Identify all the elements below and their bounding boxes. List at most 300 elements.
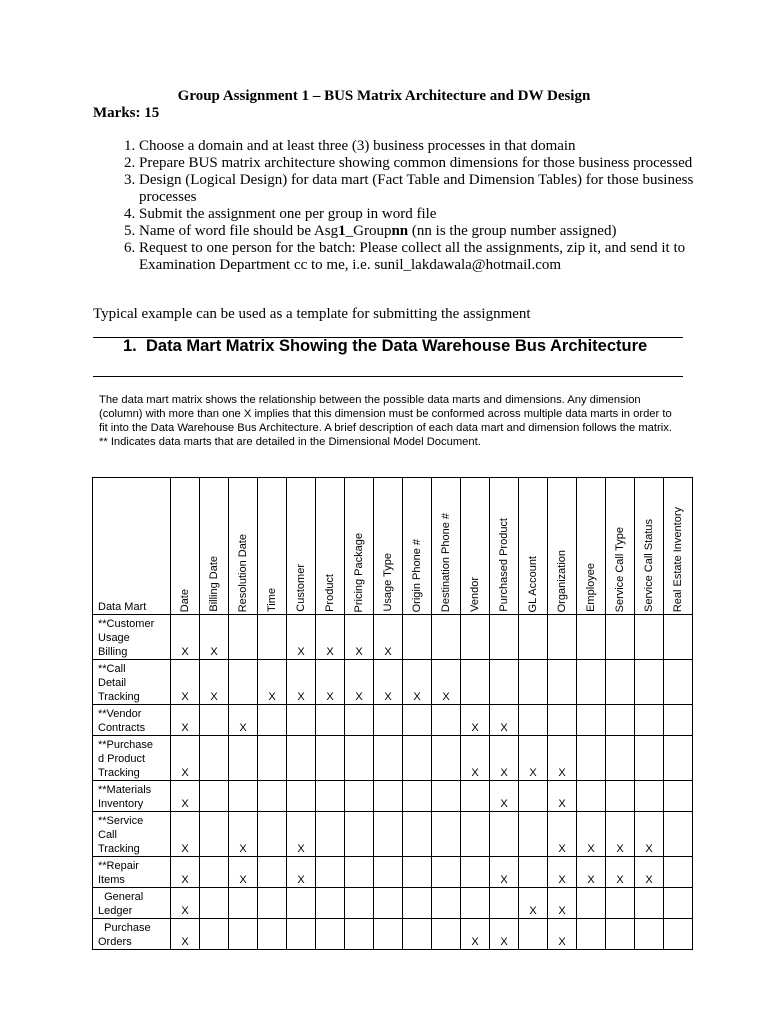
data-mart-label-line: Tracking xyxy=(98,767,140,779)
matrix-cell xyxy=(200,857,229,888)
matrix-mark: X xyxy=(297,843,305,855)
matrix-cell xyxy=(606,705,635,736)
matrix-cell xyxy=(490,812,519,857)
matrix-mark: X xyxy=(384,691,392,703)
dimension-header xyxy=(258,478,287,615)
matrix-mark: X xyxy=(500,767,508,779)
dimension-header xyxy=(229,478,258,615)
matrix-cell xyxy=(287,857,316,888)
matrix-cell xyxy=(548,919,577,950)
matrix-cell xyxy=(577,812,606,857)
matrix-cell xyxy=(200,705,229,736)
matrix-cell xyxy=(345,615,374,660)
matrix-cell xyxy=(606,857,635,888)
matrix-cell xyxy=(432,781,461,812)
matrix-cell xyxy=(229,615,258,660)
matrix-cell xyxy=(490,781,519,812)
matrix-mark: X xyxy=(239,843,247,855)
matrix-cell xyxy=(316,781,345,812)
matrix-cell xyxy=(374,660,403,705)
matrix-mark: X xyxy=(616,843,624,855)
matrix-cell xyxy=(432,705,461,736)
data-mart-label-line: Call xyxy=(98,829,117,841)
matrix-mark: X xyxy=(471,767,479,779)
matrix-cell xyxy=(577,660,606,705)
matrix-cell xyxy=(200,888,229,919)
dimension-label: Service Call Status xyxy=(643,519,655,612)
matrix-cell xyxy=(432,615,461,660)
matrix-cell xyxy=(316,857,345,888)
matrix-mark: X xyxy=(239,874,247,886)
matrix-cell xyxy=(374,781,403,812)
matrix-mark: X xyxy=(413,691,421,703)
data-mart-label xyxy=(93,736,171,781)
matrix-cell xyxy=(461,919,490,950)
matrix-cell xyxy=(200,919,229,950)
matrix-cell xyxy=(432,919,461,950)
matrix-mark: X xyxy=(384,646,392,658)
matrix-cell xyxy=(664,919,693,950)
dimension-label: Usage Type xyxy=(382,553,394,612)
dimension-label: GL Account xyxy=(527,555,539,612)
matrix-cell xyxy=(461,888,490,919)
filename-prefix: Name of word file should be Asg xyxy=(139,223,339,239)
matrix-cell xyxy=(345,705,374,736)
data-mart-label-line: Tracking xyxy=(98,691,140,703)
matrix-cell xyxy=(490,736,519,781)
matrix-cell xyxy=(171,781,200,812)
table-row xyxy=(93,888,693,919)
assignment-title: Group Assignment 1 – BUS Matrix Architecture and DW Design xyxy=(177,88,591,104)
data-mart-label-line: Billing xyxy=(98,646,128,658)
matrix-cell xyxy=(606,615,635,660)
matrix-cell xyxy=(171,888,200,919)
matrix-mark: X xyxy=(181,798,189,810)
matrix-mark: X xyxy=(558,843,566,855)
dimension-header xyxy=(635,478,664,615)
task-item: 6. Request to one person for the batch: Please collect all the assignments, zip it, and send it to Examination Department cc to me, i.e. sunil_lakdawala@hotmail.com xyxy=(139,240,739,274)
dimension-header xyxy=(345,478,374,615)
dimension-label: Resolution Date xyxy=(237,533,249,612)
matrix-cell xyxy=(258,705,287,736)
matrix-mark: X xyxy=(587,843,595,855)
matrix-cell xyxy=(432,812,461,857)
matrix-cell xyxy=(664,812,693,857)
dimension-label: Time xyxy=(266,587,278,612)
matrix-cell xyxy=(664,781,693,812)
matrix-cell xyxy=(635,736,664,781)
template-note: Typical example can be used as a template for submitting the assignment xyxy=(93,306,531,322)
matrix-mark: X xyxy=(558,874,566,886)
matrix-cell xyxy=(403,919,432,950)
matrix-cell xyxy=(490,919,519,950)
matrix-mark: X xyxy=(558,767,566,779)
matrix-cell xyxy=(519,888,548,919)
dimension-label: Origin Phone # xyxy=(411,538,423,612)
matrix-cell xyxy=(490,888,519,919)
matrix-cell xyxy=(635,660,664,705)
matrix-mark: X xyxy=(181,905,189,917)
matrix-cell xyxy=(664,660,693,705)
matrix-cell xyxy=(374,888,403,919)
dimension-header xyxy=(519,478,548,615)
matrix-mark: X xyxy=(181,936,189,948)
matrix-cell xyxy=(664,888,693,919)
matrix-cell xyxy=(287,781,316,812)
table-row xyxy=(93,705,693,736)
matrix-cell xyxy=(403,888,432,919)
data-mart-label-line: Ledger xyxy=(98,905,133,917)
matrix-mark: X xyxy=(268,691,276,703)
matrix-cell xyxy=(461,736,490,781)
matrix-cell xyxy=(490,857,519,888)
matrix-mark: X xyxy=(616,874,624,886)
matrix-mark: X xyxy=(355,691,363,703)
task-item: 2. Prepare BUS matrix architecture showing common dimensions for those business processed xyxy=(139,155,739,172)
matrix-cell xyxy=(287,660,316,705)
matrix-cell xyxy=(171,705,200,736)
matrix-cell xyxy=(258,660,287,705)
matrix-cell xyxy=(519,705,548,736)
task-list xyxy=(93,138,739,274)
matrix-mark: X xyxy=(500,798,508,810)
dimension-label: Service Call Type xyxy=(614,526,626,612)
table-row xyxy=(93,857,693,888)
dimension-label: Destination Phone # xyxy=(440,512,452,612)
matrix-cell xyxy=(432,857,461,888)
matrix-cell xyxy=(577,781,606,812)
matrix-cell xyxy=(374,615,403,660)
matrix-cell xyxy=(287,888,316,919)
matrix-cell xyxy=(519,919,548,950)
matrix-cell xyxy=(606,781,635,812)
task-item: 4. Submit the assignment one per group in word file xyxy=(139,206,739,223)
matrix-cell xyxy=(345,781,374,812)
matrix-cell xyxy=(258,812,287,857)
matrix-cell xyxy=(403,781,432,812)
dimension-header xyxy=(200,478,229,615)
task-item-filename xyxy=(139,223,739,240)
matrix-cell xyxy=(461,857,490,888)
filename-suffix: (nn is the group number assigned) xyxy=(408,223,617,239)
dimension-label: Employee xyxy=(585,563,597,612)
dimension-header xyxy=(287,478,316,615)
dimension-header xyxy=(577,478,606,615)
matrix-cell xyxy=(258,857,287,888)
matrix-mark: X xyxy=(645,843,653,855)
matrix-mark: X xyxy=(210,646,218,658)
matrix-cell xyxy=(229,857,258,888)
matrix-cell xyxy=(374,812,403,857)
matrix-cell xyxy=(548,705,577,736)
dimension-label: Vendor xyxy=(469,577,481,612)
matrix-mark: X xyxy=(500,874,508,886)
data-mart-label-line: Tracking xyxy=(98,843,140,855)
dimension-header xyxy=(403,478,432,615)
data-mart-label-line: Purchase xyxy=(98,922,151,934)
matrix-cell xyxy=(664,736,693,781)
matrix-cell xyxy=(519,812,548,857)
matrix-cell xyxy=(374,736,403,781)
matrix-cell xyxy=(403,857,432,888)
dimension-label: Organization xyxy=(556,549,568,612)
dimension-label: Purchased Product xyxy=(498,518,510,612)
matrix-cell xyxy=(345,919,374,950)
data-mart-label xyxy=(93,781,171,812)
matrix-cell xyxy=(548,781,577,812)
matrix-mark: X xyxy=(210,691,218,703)
matrix-cell xyxy=(577,705,606,736)
data-mart-label-line: **Service xyxy=(98,815,144,827)
matrix-cell xyxy=(577,857,606,888)
matrix-cell xyxy=(403,812,432,857)
dimension-header xyxy=(664,478,693,615)
data-mart-label xyxy=(93,857,171,888)
matrix-cell xyxy=(635,812,664,857)
matrix-cell xyxy=(200,615,229,660)
matrix-cell xyxy=(287,705,316,736)
matrix-mark: X xyxy=(529,767,537,779)
matrix-cell xyxy=(229,705,258,736)
dimension-header xyxy=(490,478,519,615)
matrix-cell xyxy=(606,812,635,857)
matrix-cell xyxy=(432,736,461,781)
matrix-cell xyxy=(577,615,606,660)
matrix-cell xyxy=(229,736,258,781)
matrix-cell xyxy=(432,660,461,705)
data-mart-label-line: Usage xyxy=(98,632,130,644)
table-row xyxy=(93,812,693,857)
matrix-mark: X xyxy=(297,874,305,886)
matrix-cell xyxy=(548,660,577,705)
filename-bold-nn: nn xyxy=(391,223,409,239)
matrix-cell xyxy=(258,888,287,919)
matrix-cell xyxy=(519,857,548,888)
matrix-mark: X xyxy=(558,936,566,948)
data-mart-label xyxy=(93,615,171,660)
matrix-cell xyxy=(316,736,345,781)
task-item: 1. Choose a domain and at least three (3) business processes in that domain xyxy=(139,138,739,155)
matrix-cell xyxy=(490,615,519,660)
matrix-cell xyxy=(490,660,519,705)
data-mart-label-line: General xyxy=(98,891,144,903)
matrix-cell xyxy=(635,781,664,812)
matrix-cell xyxy=(519,736,548,781)
matrix-header-row xyxy=(93,478,693,615)
matrix-cell xyxy=(519,660,548,705)
matrix-cell xyxy=(171,615,200,660)
matrix-cell xyxy=(519,781,548,812)
section-number: 1. xyxy=(123,337,137,355)
matrix-cell xyxy=(287,812,316,857)
dimension-header xyxy=(374,478,403,615)
matrix-cell xyxy=(403,705,432,736)
dimension-header xyxy=(432,478,461,615)
data-mart-column-header: Data Mart xyxy=(93,478,171,615)
matrix-cell xyxy=(664,705,693,736)
data-mart-label-line: **Call xyxy=(98,663,126,675)
table-row xyxy=(93,615,693,660)
matrix-cell xyxy=(316,812,345,857)
dimension-header xyxy=(461,478,490,615)
matrix-cell xyxy=(200,812,229,857)
matrix-cell xyxy=(316,705,345,736)
matrix-cell xyxy=(490,705,519,736)
matrix-mark: X xyxy=(645,874,653,886)
matrix-cell xyxy=(171,812,200,857)
matrix-cell xyxy=(229,919,258,950)
matrix-cell xyxy=(229,812,258,857)
matrix-cell xyxy=(606,660,635,705)
matrix-cell xyxy=(287,919,316,950)
matrix-cell xyxy=(432,888,461,919)
dimension-label: Product xyxy=(324,574,336,612)
matrix-cell xyxy=(258,919,287,950)
data-mart-label-line: **Repair xyxy=(98,860,139,872)
data-mart-label-line: d Product xyxy=(98,753,146,765)
matrix-cell xyxy=(635,888,664,919)
matrix-body xyxy=(93,615,693,950)
data-mart-label-line: **Materials xyxy=(98,784,152,796)
matrix-cell xyxy=(287,615,316,660)
matrix-cell xyxy=(577,919,606,950)
task-item: 3. Design (Logical Design) for data mart (Fact Table and Dimension Tables) for those business processes xyxy=(139,172,739,206)
marks-label: Marks: 15 xyxy=(93,105,160,121)
data-mart-label xyxy=(93,705,171,736)
data-mart-label-line: Orders xyxy=(98,936,132,948)
matrix-cell xyxy=(548,812,577,857)
matrix-cell xyxy=(316,615,345,660)
dimension-label: Real Estate Inventory xyxy=(672,506,684,612)
matrix-cell xyxy=(374,919,403,950)
matrix-mark: X xyxy=(500,936,508,948)
matrix-cell xyxy=(606,888,635,919)
data-mart-label xyxy=(93,660,171,705)
section-rule-bottom xyxy=(93,376,683,377)
matrix-cell xyxy=(345,736,374,781)
matrix-mark: X xyxy=(297,646,305,658)
dimension-label: Customer xyxy=(295,564,307,612)
matrix-cell xyxy=(258,615,287,660)
matrix-cell xyxy=(548,857,577,888)
matrix-cell xyxy=(606,736,635,781)
data-mart-label-line: Detail xyxy=(98,677,127,689)
matrix-cell xyxy=(577,888,606,919)
matrix-mark: X xyxy=(442,691,450,703)
matrix-cell xyxy=(200,660,229,705)
matrix-cell xyxy=(519,615,548,660)
data-mart-label xyxy=(93,919,171,950)
section-description: The data mart matrix shows the relationship between the possible data marts and dimensions. Any dimension (column) with more than one X implies that this dimension must be conformed across multiple data marts in order to fit into the Data Warehouse Bus Architecture. A brief description of each data mart and dimension follows the matrix. ** Indicates data marts that are detailed in the Dimensional Model Document. xyxy=(99,394,672,448)
table-row xyxy=(93,781,693,812)
matrix-mark: X xyxy=(181,691,189,703)
matrix-cell xyxy=(374,705,403,736)
table-row xyxy=(93,660,693,705)
matrix-mark: X xyxy=(326,691,334,703)
matrix-cell xyxy=(548,888,577,919)
matrix-cell xyxy=(635,857,664,888)
matrix-cell xyxy=(548,615,577,660)
dimension-label: Pricing Package xyxy=(353,532,365,612)
matrix-cell xyxy=(345,857,374,888)
data-mart-label-line: Items xyxy=(98,874,125,886)
matrix-cell xyxy=(345,660,374,705)
table-row xyxy=(93,919,693,950)
section-title: Data Mart Matrix Showing the Data Warehouse Bus Architecture xyxy=(146,337,648,355)
matrix-cell xyxy=(229,660,258,705)
matrix-cell xyxy=(635,919,664,950)
matrix-cell xyxy=(258,781,287,812)
matrix-cell xyxy=(229,888,258,919)
data-mart-label xyxy=(93,888,171,919)
filename-bold-1: 1 xyxy=(338,223,346,239)
matrix-mark: X xyxy=(181,874,189,886)
dimension-label: Date xyxy=(179,588,191,612)
matrix-cell xyxy=(171,857,200,888)
dimension-header xyxy=(606,478,635,615)
matrix-mark: X xyxy=(181,646,189,658)
matrix-cell xyxy=(171,660,200,705)
matrix-mark: X xyxy=(558,798,566,810)
matrix-mark: X xyxy=(239,722,247,734)
bus-matrix-table xyxy=(92,477,693,950)
matrix-cell xyxy=(403,736,432,781)
matrix-cell xyxy=(461,660,490,705)
matrix-mark: X xyxy=(355,646,363,658)
matrix-mark: X xyxy=(181,767,189,779)
data-mart-label-line: **Purchase xyxy=(98,739,154,751)
matrix-mark: X xyxy=(181,843,189,855)
matrix-cell xyxy=(635,705,664,736)
matrix-cell xyxy=(287,736,316,781)
matrix-cell xyxy=(461,781,490,812)
matrix-cell xyxy=(461,615,490,660)
dimension-label: Billing Date xyxy=(208,556,220,612)
matrix-mark: X xyxy=(471,722,479,734)
data-mart-label-line: Contracts xyxy=(98,722,146,734)
matrix-cell xyxy=(229,781,258,812)
matrix-mark: X xyxy=(587,874,595,886)
matrix-mark: X xyxy=(326,646,334,658)
matrix-mark: X xyxy=(558,905,566,917)
matrix-mark: X xyxy=(297,691,305,703)
matrix-mark: X xyxy=(471,936,479,948)
matrix-cell xyxy=(316,660,345,705)
matrix-cell xyxy=(461,705,490,736)
matrix-cell xyxy=(403,660,432,705)
data-mart-label xyxy=(93,812,171,857)
dimension-header xyxy=(171,478,200,615)
dimension-header xyxy=(548,478,577,615)
dimension-header xyxy=(316,478,345,615)
matrix-cell xyxy=(345,888,374,919)
filename-mid: _Group xyxy=(345,223,392,239)
matrix-mark: X xyxy=(529,905,537,917)
table-row xyxy=(93,736,693,781)
matrix-cell xyxy=(200,736,229,781)
matrix-cell xyxy=(548,736,577,781)
matrix-cell xyxy=(577,736,606,781)
data-mart-label-line: **Vendor xyxy=(98,708,142,720)
matrix-cell xyxy=(258,736,287,781)
matrix-cell xyxy=(316,919,345,950)
matrix-cell xyxy=(374,857,403,888)
matrix-cell xyxy=(200,781,229,812)
matrix-cell xyxy=(316,888,345,919)
matrix-cell xyxy=(664,857,693,888)
matrix-mark: X xyxy=(181,722,189,734)
matrix-cell xyxy=(171,736,200,781)
